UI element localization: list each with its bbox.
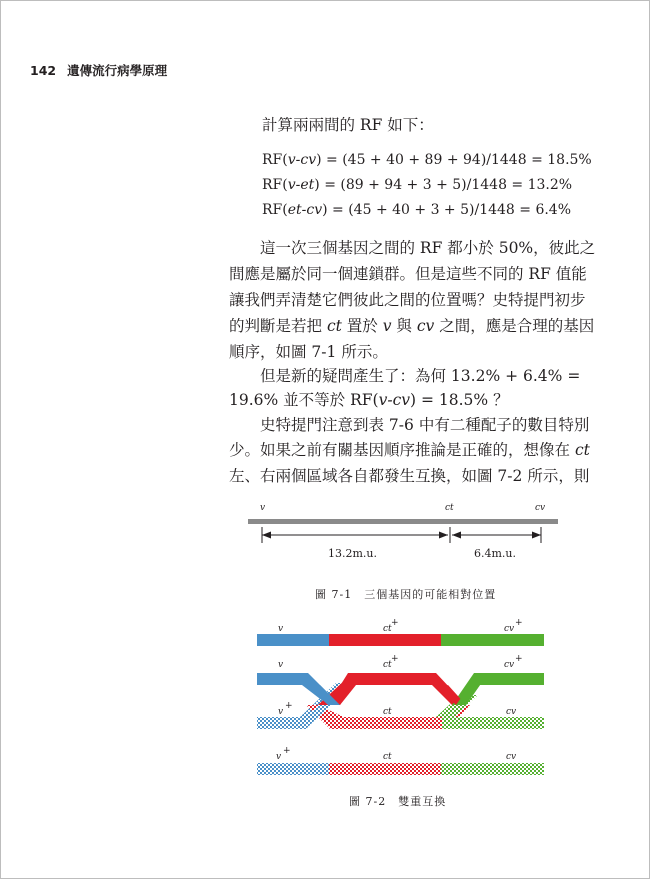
r2-top-label-v: v <box>278 660 284 670</box>
distance-arrows <box>262 527 541 543</box>
chromosome-bar <box>248 519 558 524</box>
book-title: 遺傳流行病學原理 <box>67 63 168 78</box>
gene-label-ct: ct <box>445 503 454 513</box>
r1-label-v: v <box>278 624 284 634</box>
equation-3: RF(et-cv) = (45 + 40 + 3 + 5)/1448 = 6.4% <box>262 202 572 218</box>
r2-top-plus-ct: + <box>391 654 399 664</box>
r1-plus-cv: + <box>515 618 523 628</box>
intro-line: 計算兩兩間的 RF 如下： <box>262 116 434 134</box>
paragraph-1-line-1: 這一次三個基因之間的 RF 都小於 50%，彼此之 <box>260 239 596 257</box>
r2-bottom-label-v: v <box>278 707 284 717</box>
r2-top-label-cv: cv <box>504 660 515 670</box>
paragraph-3-line-3: 左、右兩個區域各自都發生互換，如圖 7-2 所示，則 <box>229 467 590 485</box>
paragraph-1-line-4: 的判斷是若把 ct 置於 v 與 cv 之間，應是合理的基因 <box>229 317 595 335</box>
gene-label-cv: cv <box>535 503 546 513</box>
figure-7-2-caption: 圖 7-2 雙重互換 <box>349 795 447 808</box>
paragraph-1-line-2: 間應是屬於同一個連鎖群。但是這些不同的 RF 值能 <box>229 265 587 283</box>
paragraph-1-line-5: 順序，如圖 7-1 所示。 <box>229 343 388 361</box>
r1-label-ct: ct <box>383 624 392 634</box>
r3-plus-v: + <box>283 746 291 756</box>
r2-top-label-ct: ct <box>383 660 392 670</box>
paragraph-2-line-2: 19.6% 並不等於 RF(v-cv) = 18.5% ？ <box>229 391 509 409</box>
distance-v-ct: 13.2m.u. <box>328 547 378 560</box>
paragraph-3-line-2: 少。如果之前有關基因順序推論是正確的，想像在 ct <box>229 441 590 459</box>
r3-label-ct: ct <box>383 752 392 762</box>
paragraph-1-line-3: 讓我們弄清楚它們彼此之間的位置嗎？史特提門初步 <box>229 291 586 309</box>
figure-7-1 <box>248 503 558 560</box>
equation-1: RF(v-cv) = (45 + 40 + 89 + 94)/1448 = 18.5% <box>262 152 592 168</box>
r2-top-plus-cv: + <box>515 654 523 664</box>
r2-bottom-label-cv: cv <box>506 707 517 717</box>
paragraph-3-line-1: 史特提門注意到表 7-6 中有二種配子的數目特別 <box>260 416 590 434</box>
r2-bottom-plus-v: + <box>285 701 293 711</box>
figure-7-2 <box>257 618 544 775</box>
paragraph-2-line-1: 但是新的疑問產生了：為何 13.2% + 6.4% = <box>260 367 581 385</box>
figure-7-1-caption: 圖 7-1 三個基因的可能相對位置 <box>315 588 497 601</box>
r3-label-v: v <box>276 752 282 762</box>
r3-label-cv: cv <box>506 752 517 762</box>
page-number: 142 <box>30 63 57 78</box>
equation-2: RF(v-et) = (89 + 94 + 3 + 5)/1448 = 13.2% <box>262 177 573 193</box>
r2-bottom-label-ct: ct <box>383 707 392 717</box>
gene-label-v: v <box>260 503 266 513</box>
distance-ct-cv: 6.4m.u. <box>474 547 517 560</box>
r1-plus-ct: + <box>391 618 399 628</box>
r1-label-cv: cv <box>504 624 515 634</box>
